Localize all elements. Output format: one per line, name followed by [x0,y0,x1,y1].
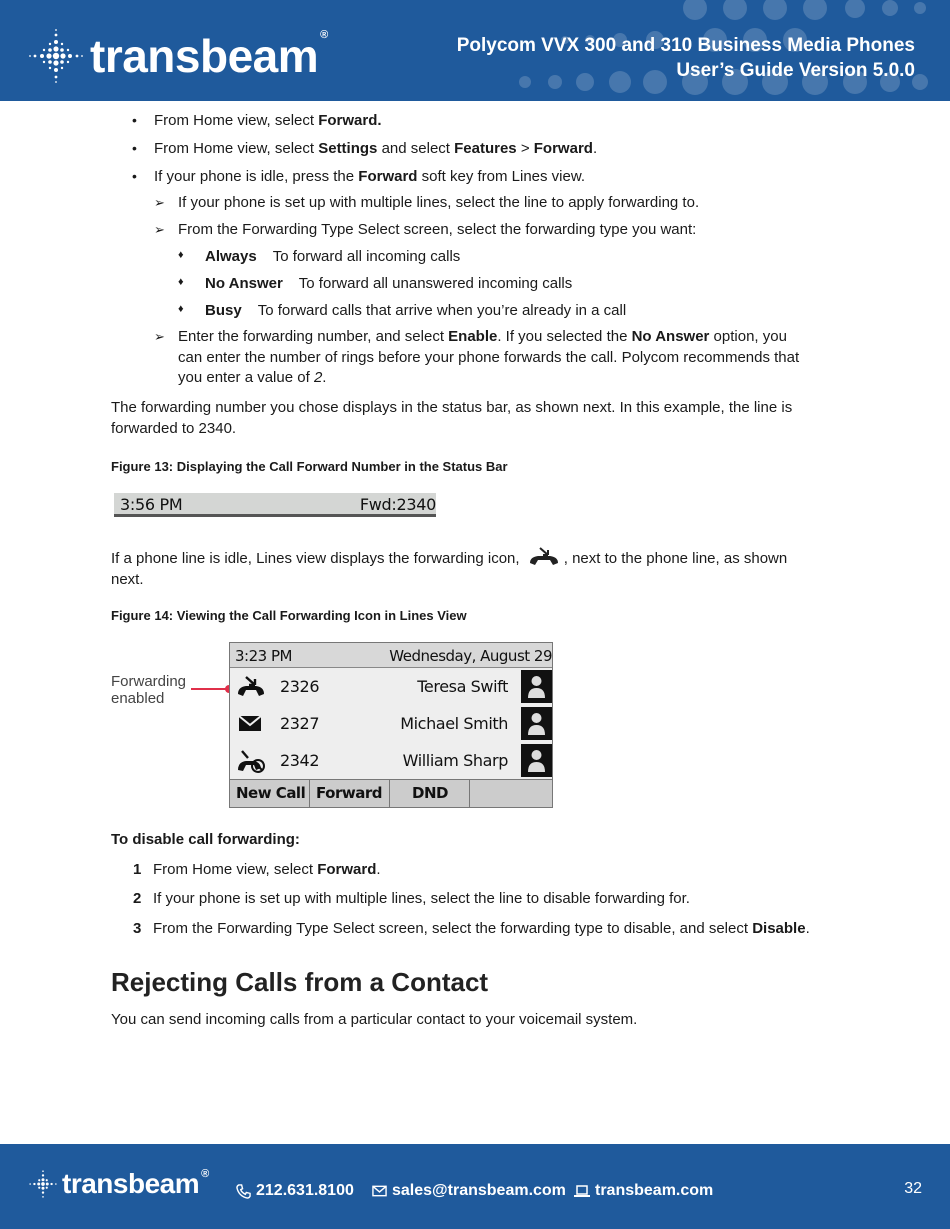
softkey-new-call: New Call [230,780,310,807]
disable-step-3: From the Forwarding Type Select screen, select the forwarding type to disable, and select Disable. [153,920,810,937]
phone-line [230,705,552,742]
bullet-marker: • [132,140,137,156]
type-no-answer: No Answer To forward all unanswered incoming calls [205,275,573,292]
status-forward-number: Fwd:2340 [359,495,436,514]
type-always: Always To forward all incoming calls [205,248,461,265]
softkey-bar [230,779,552,807]
footer-website[interactable]: transbeam.com [574,1182,713,1200]
forward-phone-icon [528,545,560,567]
envelope-icon [372,1185,387,1197]
line-extension: 2327 [280,714,320,733]
step-select-type: From the Forwarding Type Select screen, select the forwarding type you want: [178,221,697,238]
logo-wordmark: transbeam ® [62,1168,209,1199]
message-envelope-icon [236,711,266,735]
forward-phone-icon [236,674,266,698]
starburst-icon [28,1169,58,1199]
dnd-phone-icon [236,748,266,774]
arrow-marker: ➢ [154,195,165,210]
bullet-item-2: From Home view, select Settings and select Features > Forward. [154,140,598,157]
line-contact-name: Teresa Swift [417,677,508,696]
starburst-icon [28,28,84,84]
phone-icon [236,1184,251,1199]
footer-logo [28,1168,209,1200]
disable-heading: To disable call forwarding: [111,831,300,848]
disable-step-2: If your phone is set up with multiple lines, select the line to disable forwarding for. [153,890,690,907]
line-extension: 2342 [280,751,320,770]
step-number: 1 [133,861,142,878]
diamond-marker: ♦ [178,303,184,315]
laptop-icon [574,1185,590,1198]
title-line-1: Polycom VVX 300 and 310 Business Media Phones [456,35,915,56]
forwarding-icon-paragraph: If a phone line is idle, Lines view displays the forwarding icon, , next to the phone line, as shown next. [111,545,831,590]
step-select-line: If your phone is set up with multiple lines, select the line to apply forwarding to. [178,194,700,211]
softkey-dnd: DND [390,780,470,807]
phone-line [230,668,552,705]
section-paragraph: You can send incoming calls from a particular contact to your voicemail system. [111,1011,638,1028]
step-number: 2 [133,890,142,907]
lines-view-figure [229,642,553,808]
transbeam-logo [28,28,328,84]
line-extension: 2326 [280,677,320,696]
document-title [457,33,915,83]
bullet-marker: • [132,112,137,128]
bullet-marker: • [132,168,137,184]
callout-label: Forwarding enabled [111,673,187,707]
lines-view-time: 3:23 PM [235,647,292,665]
figure-14-caption: Figure 14: Viewing the Call Forwarding Icon in Lines View [111,608,467,623]
arrow-marker: ➢ [154,222,165,237]
footer-email[interactable]: sales@transbeam.com [372,1182,566,1200]
page-header [0,0,950,101]
arrow-marker: ➢ [154,329,165,344]
step-enter-number: Enter the forwarding number, and select Enable. If you selected the No Answer option, you can enter the number of rings before your phone forwards the call. Polycom recommends that you enter a value of 2. [178,328,800,386]
line-contact-name: William Sharp [402,751,508,770]
lines-view-status-bar [230,643,552,668]
diamond-marker: ♦ [178,249,184,261]
softkey-empty [470,780,552,807]
contact-avatar-icon [521,707,552,740]
line-contact-name: Michael Smith [400,714,508,733]
status-bar-figure [114,493,436,517]
footer-phone[interactable]: 212.631.8100 [236,1182,354,1200]
logo-wordmark: transbeam ® [90,29,328,82]
callout-pointer [191,688,228,690]
status-time: 3:56 PM [120,495,183,514]
section-heading: Rejecting Calls from a Contact [111,967,489,997]
status-bar-paragraph: The forwarding number you chose displays in the status bar, as shown next. In this example, the line is forwarded to 2340. [111,399,793,437]
page-number: 32 [904,1180,922,1197]
bullet-item-3: If your phone is idle, press the Forward soft key from Lines view. [154,168,586,185]
phone-line [230,742,552,779]
type-busy: Busy To forward calls that arrive when you’re already in a call [205,302,627,319]
step-number: 3 [133,920,142,937]
figure-13-caption: Figure 13: Displaying the Call Forward Number in the Status Bar [111,459,508,474]
bullet-item-1: From Home view, select Forward. [154,112,382,129]
title-line-2: User’s Guide Version 5.0.0 [676,60,915,81]
contact-avatar-icon [521,670,552,703]
page-footer [0,1144,950,1229]
contact-avatar-icon [521,744,552,777]
disable-step-1: From Home view, select Forward. [153,861,381,878]
diamond-marker: ♦ [178,276,184,288]
lines-view-date: Wednesday, August 29 [389,647,552,665]
softkey-forward: Forward [310,780,390,807]
